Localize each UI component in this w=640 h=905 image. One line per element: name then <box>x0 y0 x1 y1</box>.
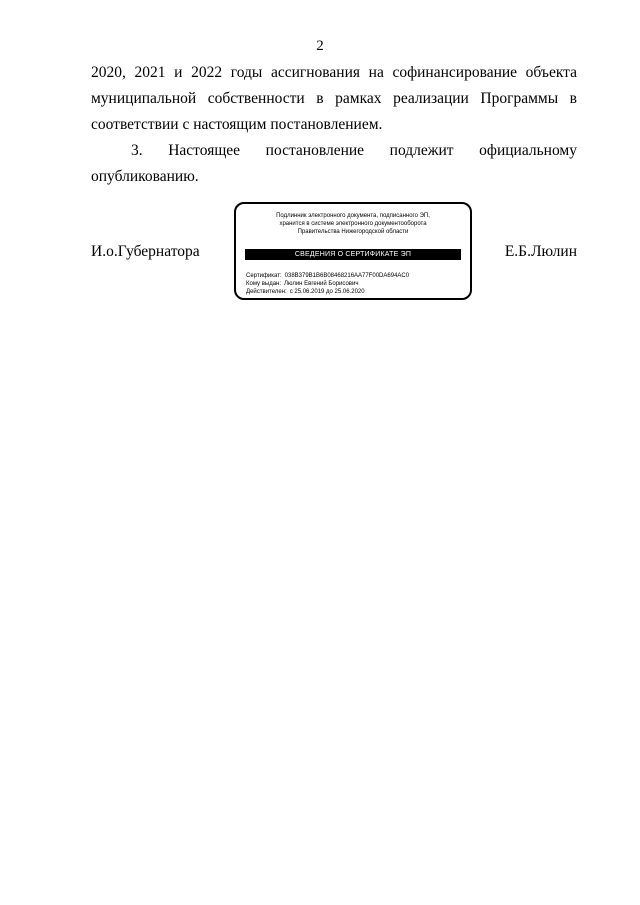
stamp-header <box>236 212 470 236</box>
validity-value: с 25.06.2019 до 25.06.2020 <box>289 289 365 295</box>
paragraph-appropriations <box>91 60 577 138</box>
page-number: 2 <box>316 38 324 54</box>
signer-name: Е.Б.Люлин <box>504 243 577 260</box>
word: подлежит <box>389 142 454 159</box>
signer-title: И.о.Губернатора <box>91 243 200 260</box>
stamp-title-bar: СВЕДЕНИЯ О СЕРТИФИКАТЕ ЭП <box>245 249 461 260</box>
certificate-label: Сертификат: <box>246 273 282 279</box>
paragraph-line: 2020, 2021 и 2022 годы ассигнования на софинансирование объекта <box>91 64 577 81</box>
stamp-header-line: Подлинник электронного документа, подписанного ЭП, <box>276 213 430 219</box>
word: официальному <box>479 142 577 159</box>
validity-row <box>246 288 409 296</box>
stamp-header-line: Правительства Нижегородской области <box>297 229 409 235</box>
certificate-row <box>246 272 409 280</box>
certificate-value: 038B379B1B6B08468216AA77F00DA694AC0 <box>284 273 410 279</box>
issued-to-label: Кому выдан: <box>246 281 282 287</box>
paragraph-line: муниципальной собственности в рамках реализации Программы в <box>91 90 577 107</box>
word: постановление <box>265 142 365 159</box>
word: Настоящее <box>168 142 241 159</box>
issued-to-value: Люлин Евгений Борисович <box>284 281 359 287</box>
paragraph-line <box>91 138 577 164</box>
paragraph-publication <box>91 138 577 190</box>
paragraph-line: соответствии с настоящим постановлением. <box>91 116 383 133</box>
electronic-signature-stamp <box>234 202 472 300</box>
clause-number: 3. <box>131 142 143 159</box>
paragraph-line: опубликованию. <box>91 168 199 185</box>
stamp-header-line: хранится в системе электронного документооборота <box>279 221 427 227</box>
validity-label: Действителен: <box>246 289 287 295</box>
issued-to-row <box>246 280 409 288</box>
stamp-details <box>246 272 409 296</box>
